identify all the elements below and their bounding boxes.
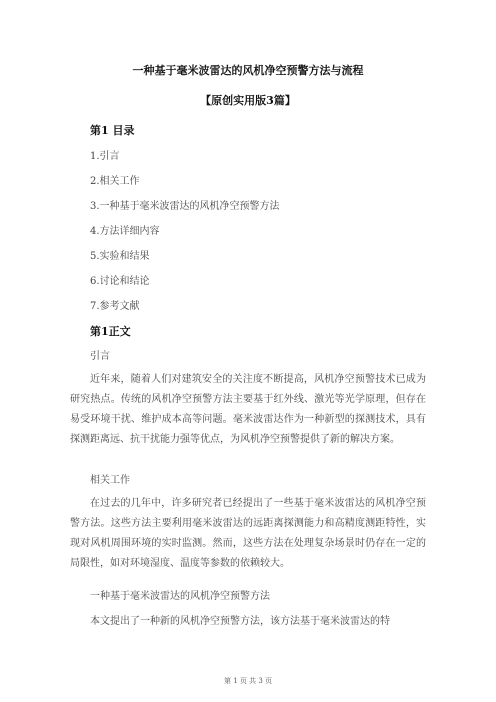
toc-item-1: 1.引言 <box>90 151 120 162</box>
intro-paragraph: 近年来，随着人们对建筑安全的关注度不断提高，风机净空预警技术已成为研究热点。传统的风机净空预警方法主要基于红外线、激光等光学原理，但存在易受环境干扰、维护成本高等问题。毫米波雷达作为一种新型的探测技术，具有探测距离远、抗干扰能力强等优点，为风机净空预警提供了新的解决方案。 <box>70 374 426 445</box>
toc-item-2: 2.相关工作 <box>90 176 140 187</box>
intro-title: 引言 <box>90 351 110 362</box>
document-title: 一种基于毫米波雷达的风机净空预警方法与流程 <box>132 64 364 77</box>
toc-item-6: 6.讨论和结论 <box>90 276 150 287</box>
toc-item-5: 5.实验和结果 <box>90 251 150 262</box>
toc-item-3: 3.一种基于毫米波雷达的风机净空预警方法 <box>90 201 280 212</box>
related-title: 相关工作 <box>90 475 130 486</box>
method-title: 一种基于毫米波雷达的风机净空预警方法 <box>90 591 270 602</box>
toc-item-7: 7.参考文献 <box>90 301 140 312</box>
toc-item-4: 4.方法详细内容 <box>90 226 160 237</box>
toc-heading: 第1 目录 <box>90 124 135 137</box>
method-paragraph: 本文提出了一种新的风机净空预警方法，该方法基于毫米波雷达的特 <box>90 616 390 627</box>
related-paragraph: 在过去的几年中，许多研究者已经提出了一些基于毫米波雷达的风机净空预警方法。这些方法主要利用毫米波雷达的远距离探测能力和高精度测距特性，实现对风机周围环境的实时监测。然而，这些方法在处理复杂场景时仍存在一定的局限性，如对环境湿度、温度等参数的依赖较大。 <box>70 498 426 569</box>
page-footer: 第 1 页 共 3 页 <box>223 677 273 685</box>
body-heading: 第1正文 <box>90 325 131 338</box>
document-subtitle: 【原创实用版3篇】 <box>200 94 296 107</box>
